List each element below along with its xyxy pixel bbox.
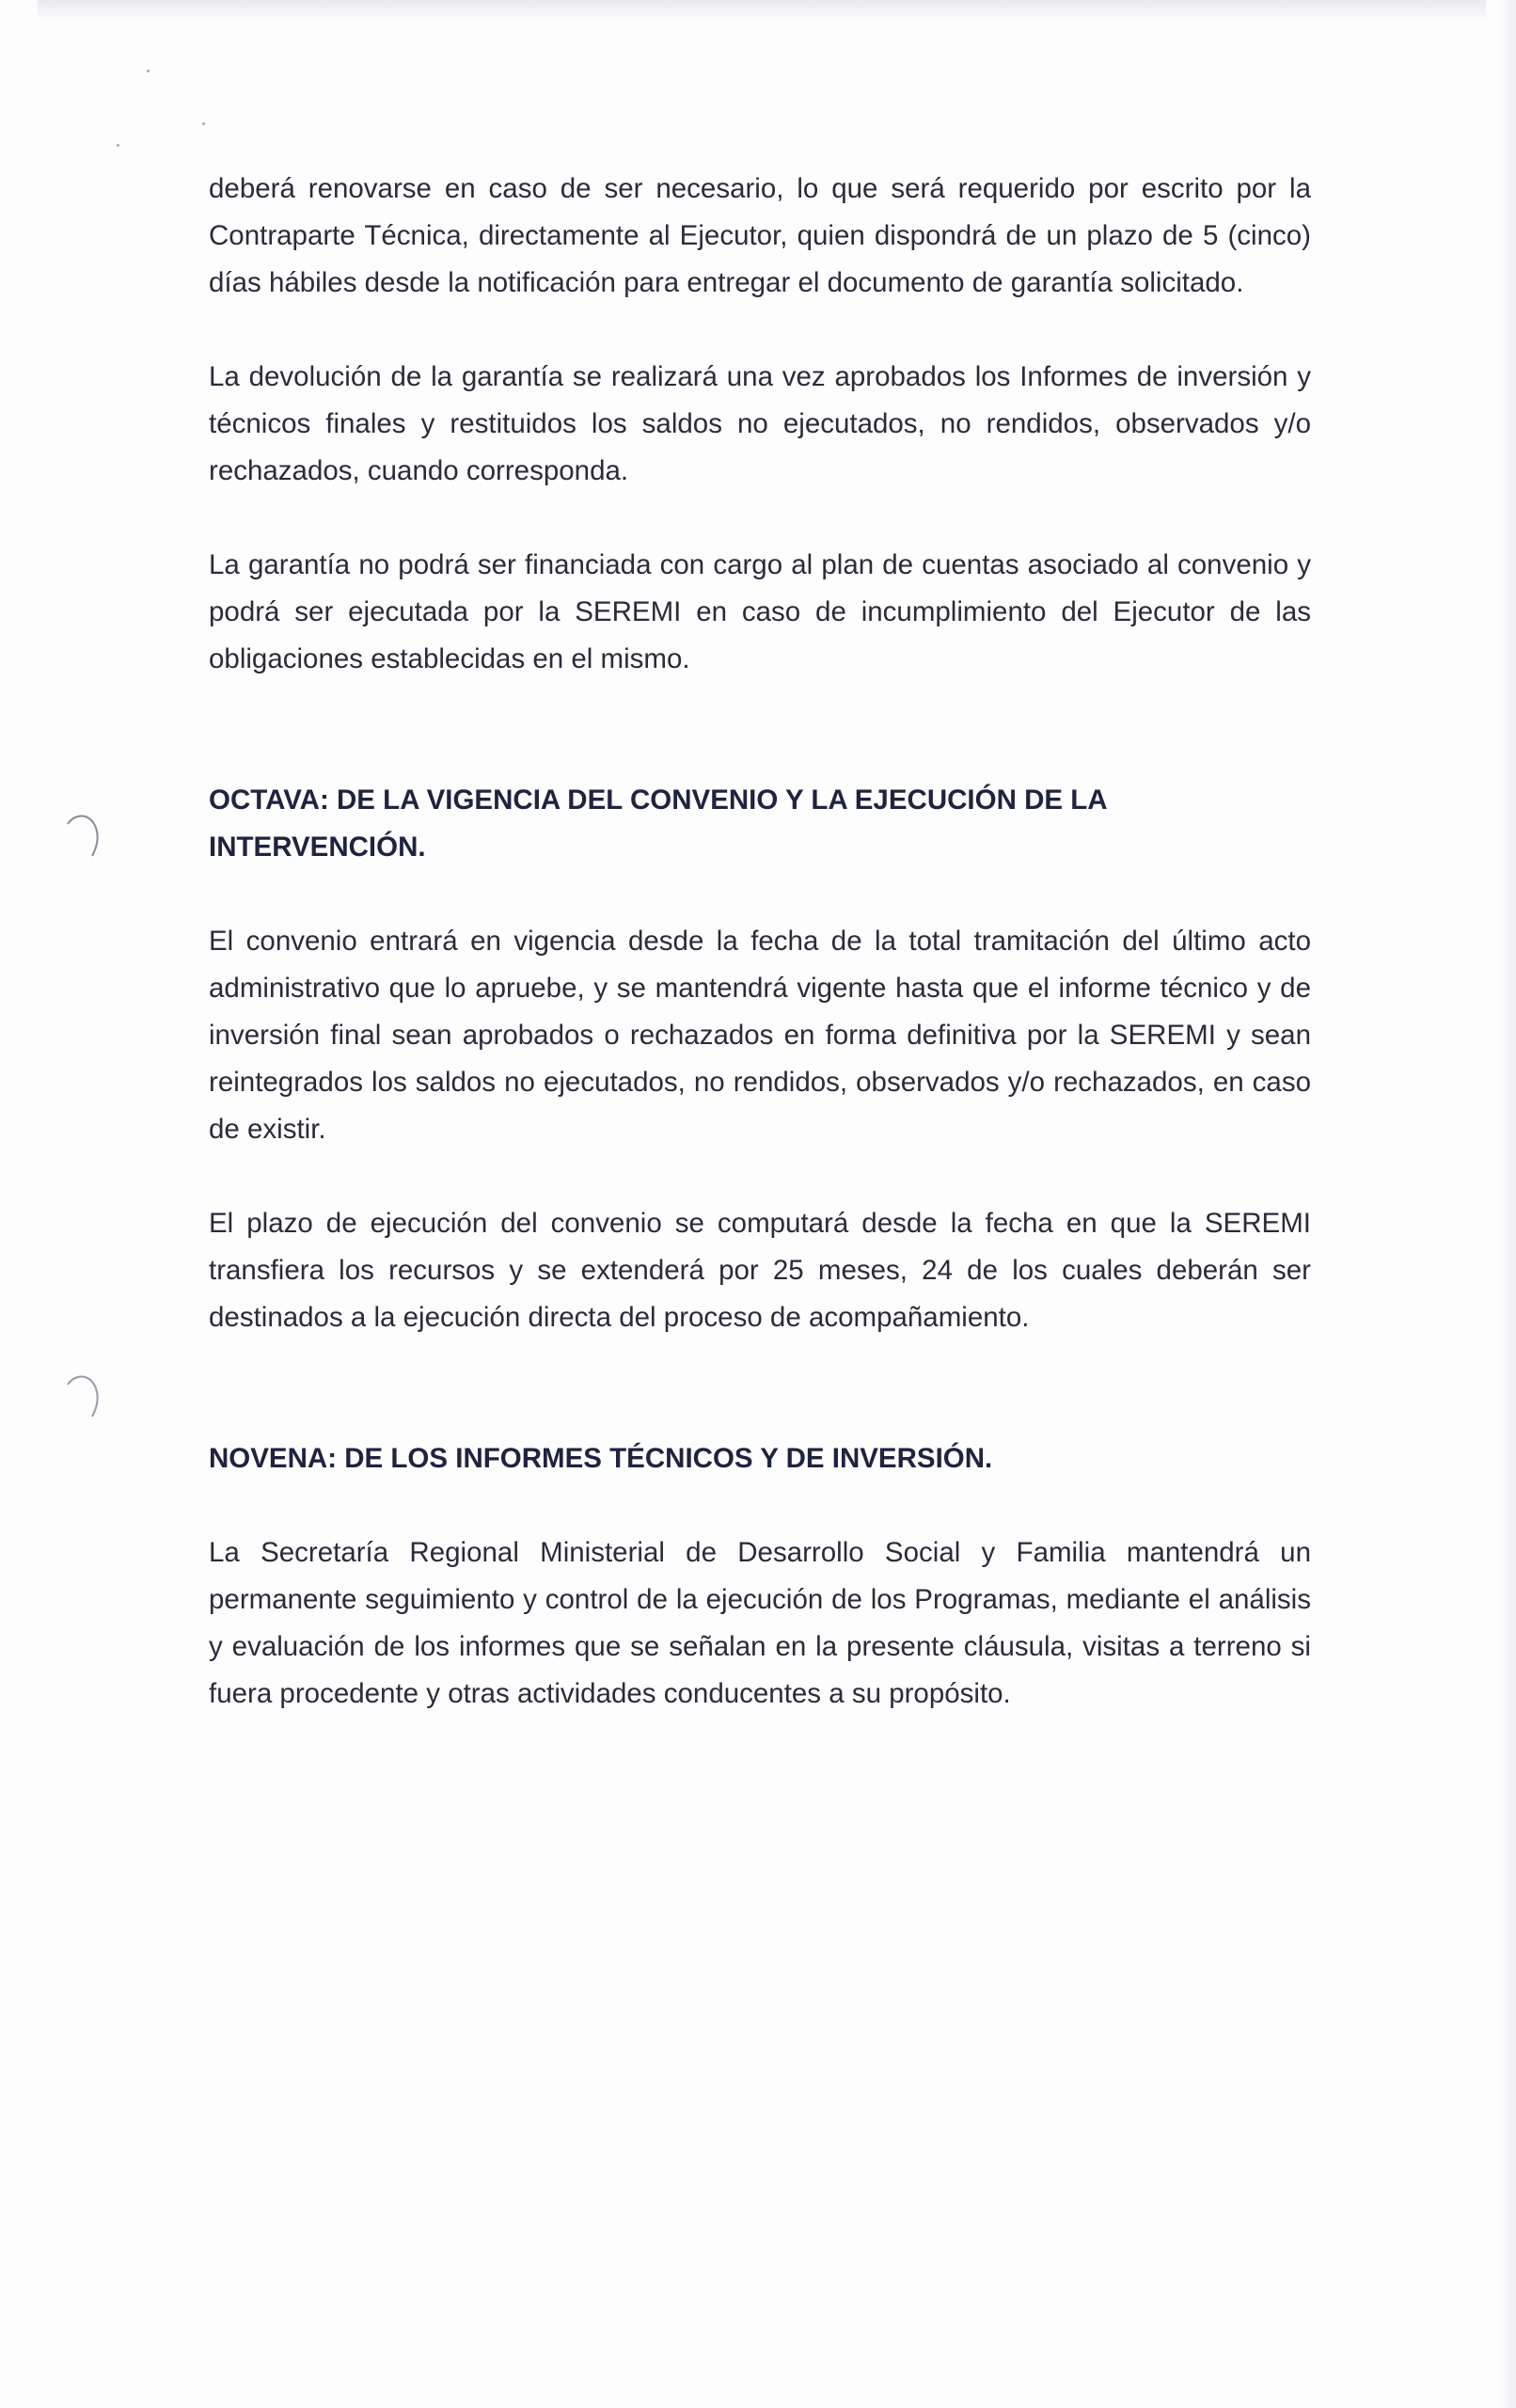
paragraph-guarantee-renewal: deberá renovarse en caso de ser necesario, lo que será requerido por escrito por la Contraparte Técnica, directamente al Ejecutor, quien dispondrá de un plazo de 5 (cinco) días hábiles desde la notificación para entregar el documento de garantía solicitado. (209, 173, 1311, 298)
section-heading-octava: OCTAVA: DE LA VIGENCIA DEL CONVENIO Y LA EJECUCIÓN DE LA INTERVENCIÓN. (209, 784, 1107, 863)
paragraph-plazo-ejecucion: El plazo de ejecución del convenio se computará desde la fecha en que la SEREMI transfiera los recursos y se extenderá por 25 meses, 24 de los cuales deberán ser destinados a la ejecución directa del proceso de acompañamiento. (209, 1208, 1311, 1333)
margin-hole-mark (62, 811, 103, 860)
margin-hole-mark (62, 1371, 103, 1420)
paragraph-convenio-vigencia: El convenio entrará en vigencia desde la fecha de la total tramitación del último acto administrativo que lo apruebe, y se mantendrá vigente hasta que el informe técnico y de inversión final sean aprobados o rechazados en forma definitiva por la SEREMI y sean reintegrados los saldos no ejecutados, no rendidos, observados y/o rechazados, en caso de existir. (209, 926, 1311, 1145)
document-body (209, 166, 1311, 1718)
scan-speck (147, 70, 150, 72)
scan-speck (117, 144, 119, 147)
paragraph-seguimiento-control: La Secretaría Regional Ministerial de Desarrollo Social y Familia mantendrá un permanente seguimiento y control de la ejecución de los Programas, mediante el análisis y evaluación de los informes que se señalan en la presente cláusula, visitas a terreno si fuera procedente y otras actividades conducentes a su propósito. (209, 1537, 1311, 1709)
scan-edge-top (38, 0, 1486, 21)
scan-speck (202, 122, 205, 125)
paragraph-guarantee-return: La devolución de la garantía se realizará una vez aprobados los Informes de inversión y técnicos finales y restituidos los saldos no ejecutados, no rendidos, observados y/o rechazados, cuando corresponda. (209, 361, 1311, 486)
scan-edge-right (1499, 0, 1516, 2408)
section-heading-novena: NOVENA: DE LOS INFORMES TÉCNICOS Y DE INVERSIÓN. (209, 1443, 993, 1474)
paragraph-guarantee-financing: La garantía no podrá ser financiada con cargo al plan de cuentas asociado al convenio y podrá ser ejecutada por la SEREMI en caso de incumplimiento del Ejecutor de las obligaciones establecidas en el mismo. (209, 549, 1311, 674)
